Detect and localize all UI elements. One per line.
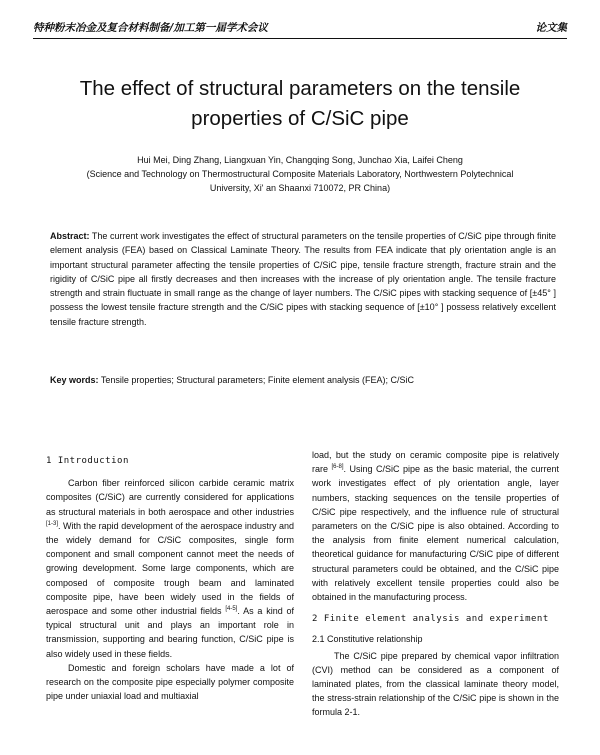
section-heading-fea: 2 Finite element analysis and experiment [312, 614, 549, 625]
citation: [1-3] [46, 520, 59, 527]
intro-paragraph-2: Domestic and foreign scholars have made a lot of research on the composite pipe especially polymer composite pipe under uniaxial load and multiaxial [46, 662, 294, 702]
title-line-2: properties of C/SiC pipe [191, 107, 409, 130]
keywords [50, 373, 556, 387]
affiliation-line-1: (Science and Technology on Thermostructural Composite Materials Laboratory, Northwestern Polytechnical [86, 169, 514, 179]
affiliation-line-2: University, Xi' an Shaanxi 710072, PR China) [209, 183, 391, 193]
abstract-label: Abstract: [50, 231, 90, 241]
author-list: Hui Mei, Ding Zhang, Liangxuan Yin, Changqing Song, Junchao Xia, Laifei Cheng [137, 155, 463, 165]
section-heading-introduction: 1 Introduction [46, 456, 129, 466]
intro-paragraph-1: Carbon fiber reinforced silicon carbide ceramic matrix composites (C/SiC) are currently considered for applications as structural materials in both aerospace and other industries [1-3]. With the rapid development of the aerospace industry and the widely demand for C/SiC composites, single form component and small component cannot meet the needs of growing development. Some large components, which are composed of composite trough beam and laminated composite pipe, have been widely used in the fields of aerospace and some other industrial fields [4-5]. As a kind of typical structural unit and plays an important role in transmission, supporting and bearing function, C/SiC pipe is also widely used in these fields. [46, 478, 294, 659]
left-column [46, 454, 294, 703]
citation: [4-5] [225, 606, 238, 613]
abstract-text: The current work investigates the effect of structural parameters on the tensile properties of C/SiC pipe through finite element analysis (FEA) based on Classical Laminate Theory. The results from FEA indicate that ply orientation angle is an important structural parameter affecting the tensile properties of C/SiC pipe, tensile fracture strength, fracture strain and the rigidity of C/SiC pipe all firstly decreases and then increases with the increase of ply orientation angle. The tensile fracture strength and strain fluctuate in small range as the change of layer numbers. The C/SiC pipes with stacking sequence of [±45° ] possess the lowest tensile fracture strength and the C/SiC pipes with stacking sequence of [±10° ] possess relatively excellent tensile fracture strength. [50, 231, 556, 327]
title-line-1: The effect of structural parameters on the tensile [79, 77, 521, 100]
intro-paragraph-continued: load, but the study on ceramic composite pipe is relatively rare [6-8]. Using C/SiC pipe as the basic material, the current work investigates effect of ply orientation angle, layer numbers, stacking sequences on the tensile properties of C/SiC pipe respectively, and the influence rule of structural parameters on the C/SiC pipe is also obtained. According to the analysis from finite element numerical calculation, theoretical guidance for manufacturing C/SiC pipe of different structural parameters could be obtained, and the C/SiC pipe with relatively excellent tensile properties could also be obtained in the manufacturing process. [312, 450, 559, 603]
keywords-text: Tensile properties; Structural parameters; Finite element analysis (FEA); C/SiC [98, 375, 414, 385]
paper-title [40, 74, 560, 134]
header-conference-title: 特种粉末冶金及复合材料制备/加工第一届学术会议 [33, 22, 268, 34]
abstract [50, 229, 556, 329]
right-column [312, 448, 559, 720]
constitutive-paragraph: The C/SiC pipe prepared by chemical vapor infiltration (CVI) method can be considered as a component of laminated plates, from the classical laminate theory model, the stress-strain relationship of the C/SiC pipe is shown in the formula 2-1. [312, 650, 559, 718]
affiliation [40, 167, 560, 195]
keywords-label: Key words: [50, 375, 99, 385]
header-section-label: 论文集 [535, 22, 567, 34]
running-header [33, 18, 567, 39]
subsection-heading-constitutive: 2.1 Constitutive relationship [312, 634, 423, 645]
citation: [6-8] [331, 464, 344, 471]
